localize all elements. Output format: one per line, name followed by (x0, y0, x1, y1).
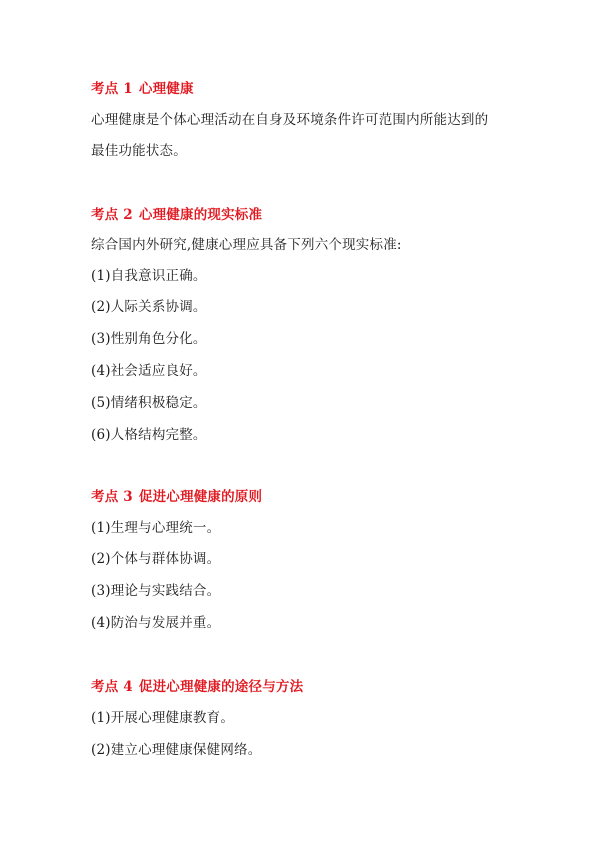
section-heading-2 (91, 206, 262, 224)
heading-title: 促进心理健康的原则 (138, 489, 263, 505)
paragraph-line: 心理健康是个体心理活动在自身及环境条件许可范围内所能达到的 (91, 112, 489, 128)
section-heading-4 (91, 678, 303, 696)
list-item: (2)建立心理健康保健网络。 (91, 742, 262, 758)
list-item: (6)人格结构完整。 (91, 427, 207, 443)
section-heading-3 (91, 488, 262, 506)
section-heading-1 (91, 80, 194, 98)
list-item: (4)防治与发展并重。 (91, 615, 221, 631)
list-item: (2)人际关系协调。 (91, 299, 207, 315)
heading-number: 考点 3 (91, 489, 133, 505)
heading-number: 考点 2 (91, 207, 133, 223)
list-item: (5)情绪积极稳定。 (91, 395, 207, 411)
list-item: (1)自我意识正确。 (91, 268, 207, 284)
heading-title: 心理健康的现实标准 (138, 207, 263, 223)
heading-title: 促进心理健康的途径与方法 (138, 679, 304, 695)
list-item: (4)社会适应良好。 (91, 363, 207, 379)
list-item: (2)个体与群体协调。 (91, 551, 221, 567)
list-item: (3)理论与实践结合。 (91, 583, 221, 599)
paragraph-line: 综合国内外研究,健康心理应具备下列六个现实标准: (91, 237, 402, 253)
heading-title: 心理健康 (138, 81, 194, 97)
heading-number: 考点 4 (91, 679, 133, 695)
list-item: (1)开展心理健康教育。 (91, 710, 235, 726)
list-item: (1)生理与心理统一。 (91, 520, 221, 536)
list-item: (3)性别角色分化。 (91, 331, 207, 347)
heading-number: 考点 1 (91, 81, 133, 97)
paragraph-line: 最佳功能状态。 (91, 143, 187, 159)
